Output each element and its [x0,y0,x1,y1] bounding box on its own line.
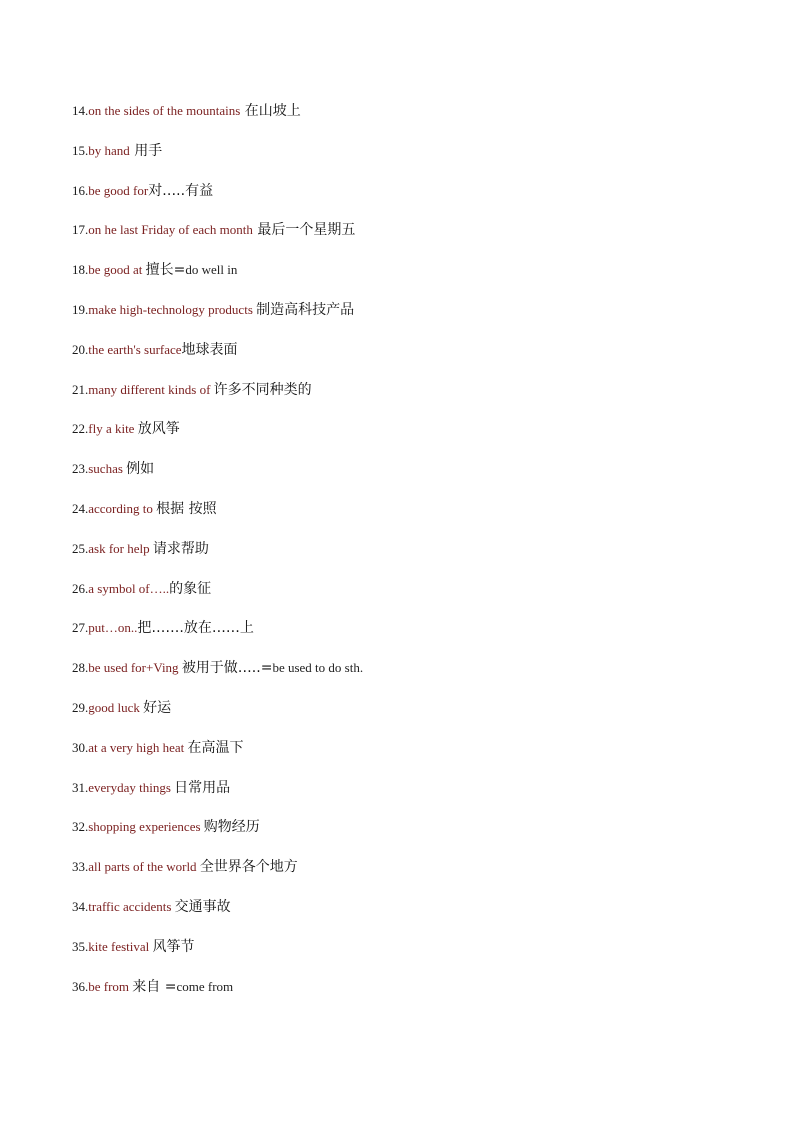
english-phrase: by hand [88,142,130,158]
list-item [72,140,752,180]
list-item [72,538,752,578]
chinese-meaning: 把…….放在……上 [137,620,254,637]
list-item [72,777,752,817]
english-phrase: traffic accidents [88,898,175,914]
item-number: 17. [72,222,89,238]
list-item [72,657,752,697]
english-phrase: good luck [88,699,144,715]
english-phrase: ask for help [88,540,153,556]
chinese-meaning: 地球表面 [181,341,238,358]
item-number: 31. [72,779,89,795]
list-item [72,816,752,856]
list-item [72,737,752,777]
chinese-meaning: 例如 [126,461,155,478]
equivalent-phrase: be used to do sth. [272,660,364,676]
equivalent-phrase: do well in [185,262,238,278]
item-number: 21. [72,381,89,397]
list-item [72,100,752,140]
item-number: 23. [72,461,89,477]
list-item [72,219,752,259]
english-phrase: kite festival [88,938,153,954]
list-item [72,299,752,339]
english-phrase: make high-technology products [88,301,257,317]
chinese-meaning: 擅长= [145,262,186,279]
list-item [72,458,752,498]
chinese-meaning: 放风筝 [137,421,180,438]
english-phrase: be good for [88,182,149,198]
list-item [72,379,752,419]
english-phrase: fly a kite [88,421,138,437]
list-item [72,976,752,1016]
chinese-meaning: 好运 [143,699,172,716]
list-item [72,936,752,976]
item-number: 26. [72,580,89,596]
english-phrase: at a very high heat [88,739,188,755]
chinese-meaning: 制造高科技产品 [256,301,355,318]
english-phrase: be used for+Ving [88,660,182,676]
english-phrase: put…on.. [88,620,138,636]
english-phrase: many different kinds of [88,381,214,397]
english-phrase: be good at [88,262,146,278]
chinese-meaning: 日常用品 [174,779,231,796]
chinese-meaning: 交通事故 [174,898,231,915]
item-number: 25. [72,540,89,556]
chinese-meaning: 在山坡上 [240,103,301,119]
item-number: 34. [72,898,89,914]
phrase-list [72,100,752,1015]
chinese-meaning: 来自 = [132,978,177,995]
item-number: 20. [72,341,89,357]
item-number: 15. [72,142,89,158]
item-number: 33. [72,859,89,875]
english-phrase: on the sides of the mountains [88,103,241,118]
item-number: 32. [72,819,89,835]
list-item [72,339,752,379]
list-item [72,617,752,657]
list-item [72,259,752,299]
equivalent-phrase: come from [176,978,234,994]
item-number: 18. [72,262,89,278]
english-phrase: everyday things [88,779,175,795]
chinese-meaning: 对…..有益 [148,182,214,199]
item-number: 30. [72,739,89,755]
item-number: 36. [72,978,89,994]
item-number: 14. [72,103,89,118]
chinese-meaning: 最后一个星期五 [252,222,356,239]
item-number: 29. [72,699,89,715]
item-number: 28. [72,660,89,676]
english-phrase: be from [88,978,133,994]
list-item [72,418,752,458]
item-number: 27. [72,620,89,636]
chinese-meaning: 购物经历 [203,819,260,836]
english-phrase: on he last Friday of each month [88,222,253,238]
chinese-meaning: 全世界各个地方 [199,859,298,876]
item-number: 16. [72,182,89,198]
english-phrase: suchas [88,461,127,477]
list-item [72,498,752,538]
chinese-meaning: 许多不同种类的 [213,381,312,398]
chinese-meaning: 用手 [129,142,163,159]
english-phrase: shopping experiences [88,819,204,835]
item-number: 24. [72,500,89,516]
english-phrase: the earth's surface [88,341,182,357]
english-phrase: all parts of the world [88,859,200,875]
english-phrase: a symbol of….. [88,580,170,596]
english-phrase: according to [88,500,157,516]
chinese-meaning: 请求帮助 [152,540,209,557]
chinese-meaning: 在高温下 [187,739,244,756]
list-item [72,896,752,936]
chinese-meaning: 风筝节 [152,938,195,955]
item-number: 35. [72,938,89,954]
chinese-meaning: 根据 按照 [156,500,217,517]
list-item [72,578,752,618]
list-item [72,180,752,220]
list-item [72,697,752,737]
chinese-meaning: 被用于做…..= [181,660,273,677]
list-item [72,856,752,896]
chinese-meaning: 的象征 [169,580,212,597]
item-number: 22. [72,421,89,437]
item-number: 19. [72,301,89,317]
